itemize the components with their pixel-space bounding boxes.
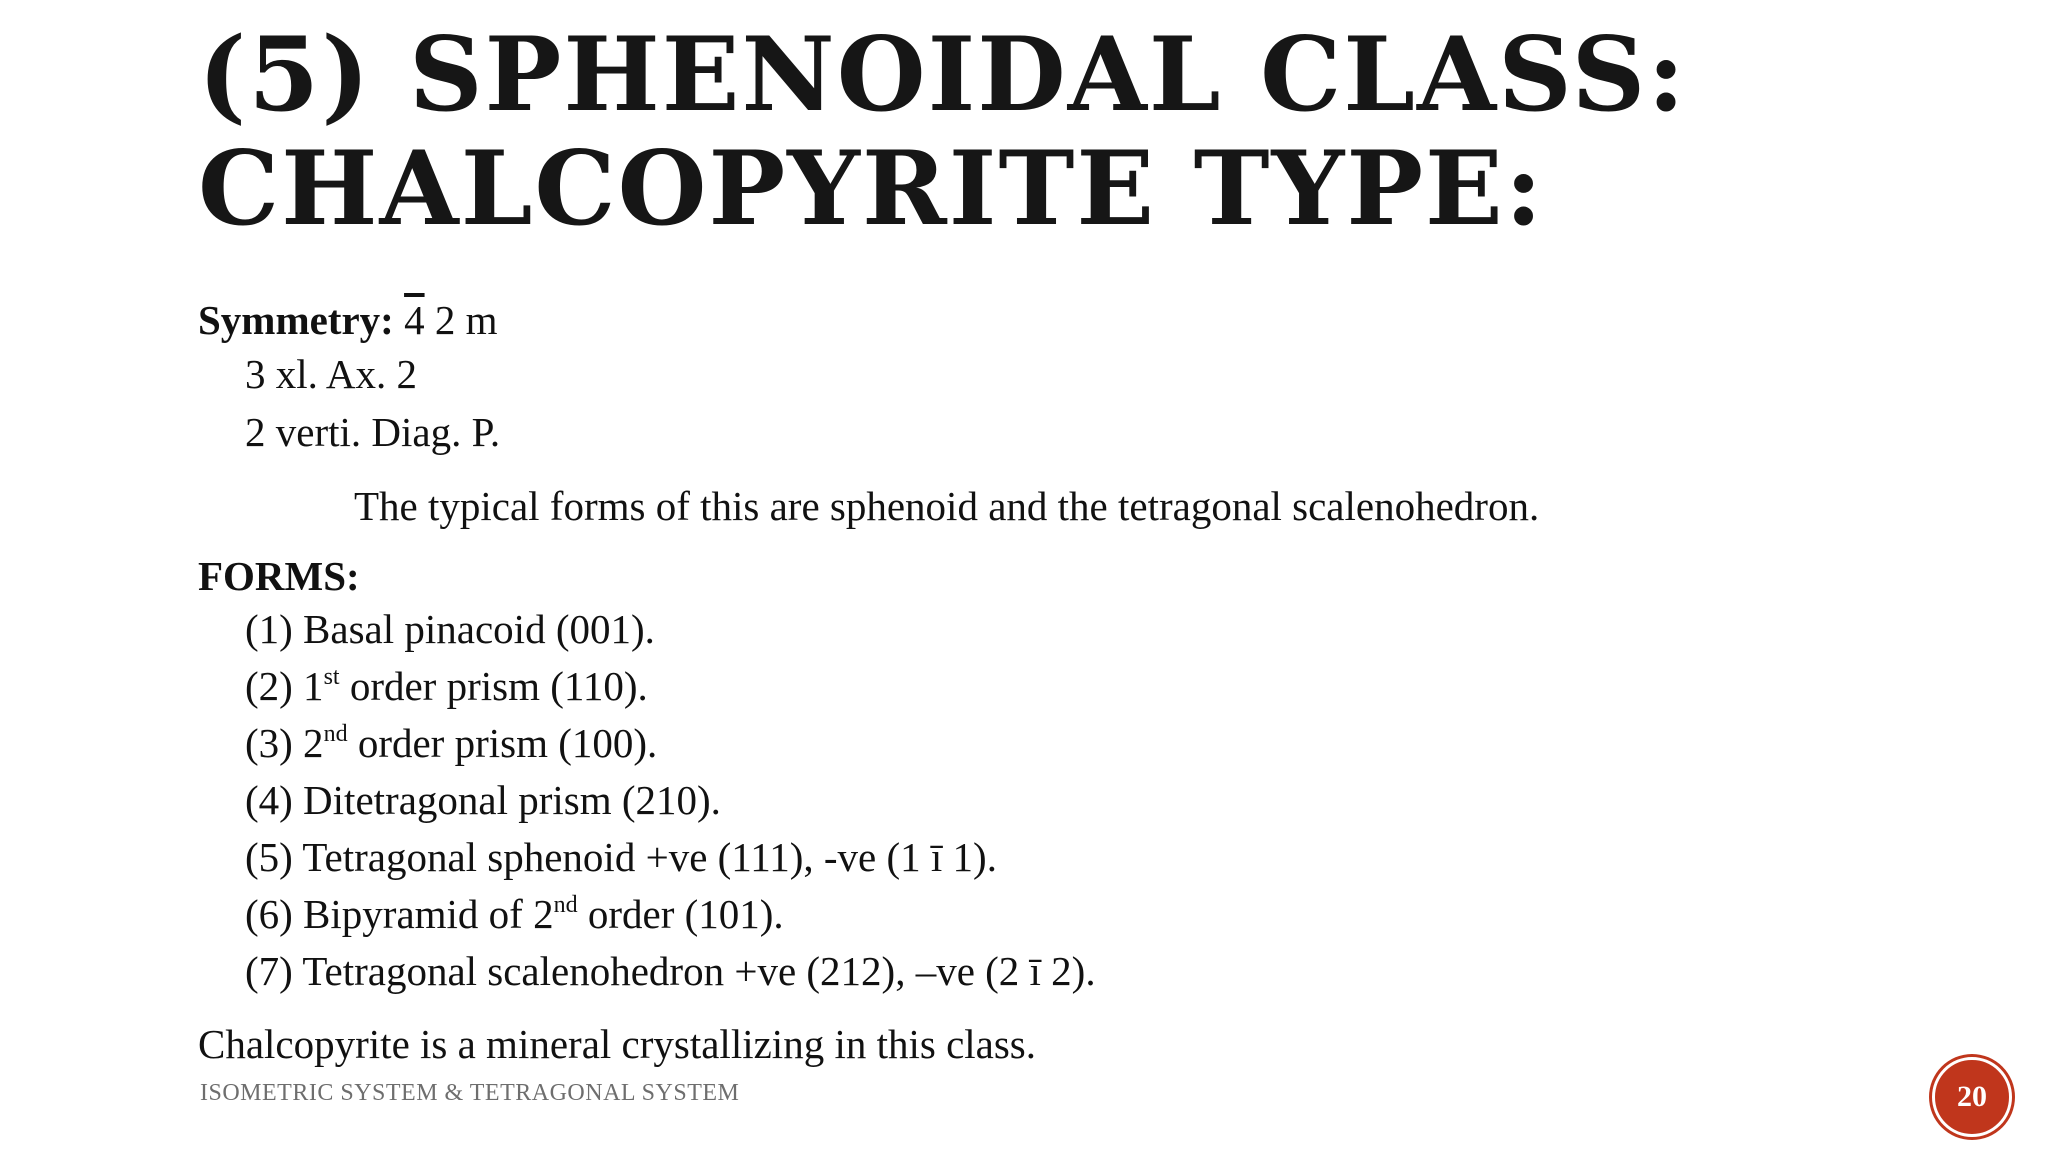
- symmetry-rest: 2 m: [424, 297, 498, 343]
- form-item-text: (1) Basal pinacoid (001).: [245, 606, 655, 652]
- form-item-superscript: nd: [553, 892, 578, 918]
- form-item-1: [245, 605, 655, 653]
- form-item-text-rest: order (101).: [577, 891, 784, 937]
- form-item-superscript: nd: [323, 721, 348, 747]
- form-item-text: (4) Ditetragonal prism (210).: [245, 777, 721, 823]
- symmetry-four-bar: 4: [404, 297, 425, 343]
- form-item-5: [245, 833, 997, 881]
- form-item-2: [245, 662, 648, 710]
- page-number: 20: [1957, 1080, 1987, 1113]
- form-item-6: [245, 890, 784, 938]
- form-item-text-rest: order prism (110).: [339, 663, 648, 709]
- form-item-text: (2) 1: [245, 663, 324, 709]
- form-item-text: (5) Tetragonal sphenoid +ve (111), -ve (1 ī 1).: [245, 834, 997, 880]
- conclusion-text: Chalcopyrite is a mineral crystallizing in this class.: [198, 1021, 1037, 1067]
- slide-footer: ISOMETRIC SYSTEM & TETRAGONAL SYSTEM: [200, 1080, 740, 1106]
- symmetry-line: [198, 296, 497, 344]
- slide-title: [198, 15, 1898, 249]
- form-item-text-rest: order prism (100).: [347, 720, 658, 766]
- symmetry-planes: 2 verti. Diag. P.: [245, 409, 501, 455]
- symmetry-label: Symmetry:: [198, 297, 394, 343]
- forms-heading: FORMS:: [198, 553, 360, 599]
- form-item-7: [245, 947, 1096, 995]
- form-item-text: (7) Tetragonal scalenohedron +ve (212), –ve (2 ī 2).: [245, 948, 1096, 994]
- typical-forms-text: The typical forms of this are sphenoid and the tetragonal scalenohedron.: [354, 483, 1540, 529]
- form-item-superscript: st: [323, 664, 340, 690]
- form-item-3: [245, 719, 657, 767]
- form-item-4: [245, 776, 721, 824]
- symmetry-axes: 3 xl. Ax. 2: [245, 351, 417, 397]
- title-line-2: CHALCOPYRITE TYPE:: [198, 129, 1545, 249]
- form-item-text: (3) 2: [245, 720, 324, 766]
- form-item-text: (6) Bipyramid of 2: [245, 891, 554, 937]
- page-number-badge: [1932, 1057, 2012, 1137]
- title-line-1: (5) SPHENOIDAL CLASS:: [198, 15, 1687, 135]
